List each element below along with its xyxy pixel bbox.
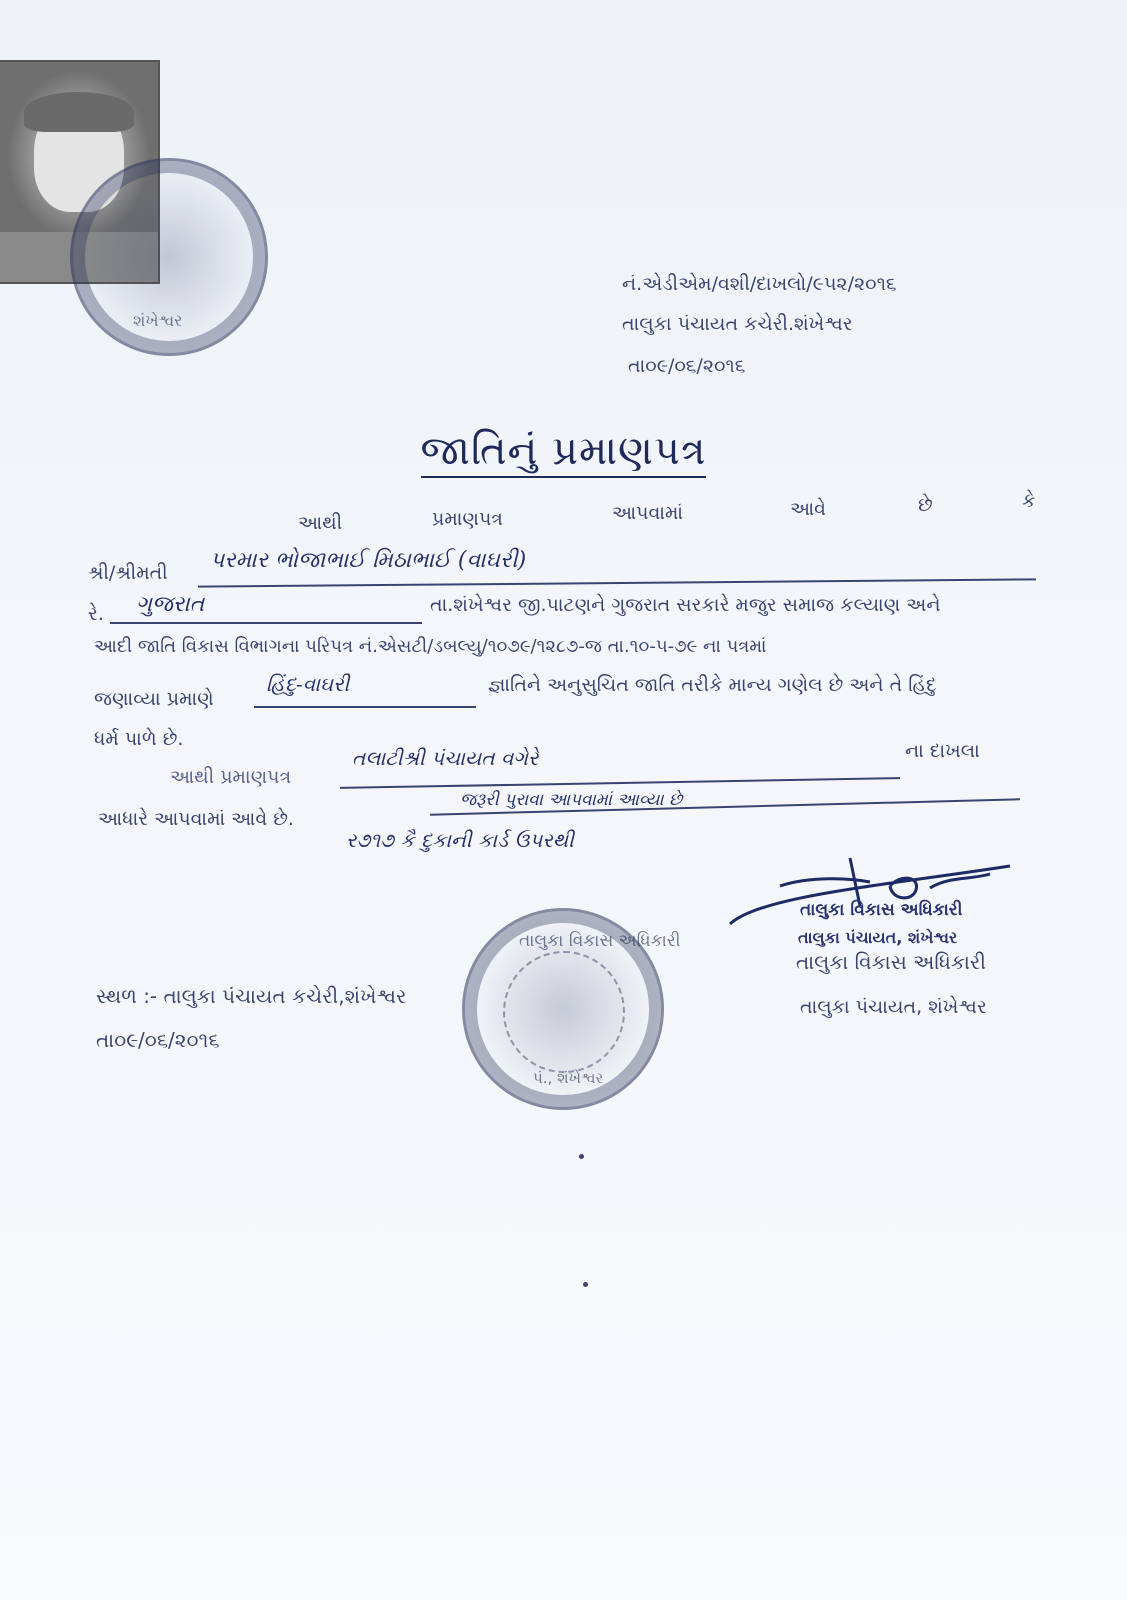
residence-value: ગુજરાત (136, 592, 205, 617)
caste-underline (254, 706, 476, 708)
source-value: તલાટીશ્રી પંચાયત વગેરે (352, 746, 539, 770)
body-line-4: જ્ઞાતિને અનુસુચિત જાતિ તરીકે માન્ય ગણેલ છે અને તે હિંદુ (488, 674, 937, 696)
caste-value: હિંદુ-વાઘરી (266, 672, 350, 696)
seal-text-bottom: પં., શંખેશ્વર (533, 1069, 604, 1087)
body-line-2: તા.શંખેશ્વર જી.પાટણને ગુજરાત સરકારે મજુર સમાજ કલ્યાણ અને (430, 594, 941, 616)
official-seal (462, 908, 681, 1110)
body-line-5: ધર્મ પાળે છે. (94, 728, 184, 750)
body-line-4-prefix: જણાવ્યા પ્રમાણે (94, 688, 214, 710)
intro-word: આપવામાં (612, 502, 684, 524)
intro-word: છે (918, 494, 933, 516)
officer-office: તાલુકા પંચાયત, શંખેશ્વર (800, 996, 987, 1018)
seal-text-top: તાલુકા વિકાસ અધિકારી (519, 931, 681, 951)
intro-word: પ્રમાણપત્ર (432, 508, 503, 530)
page-title: જાતિનું પ્રમાણપત્ર (0, 428, 1127, 474)
remarks-line-1: જરૂરી પુરાવા આપવામાં આવ્યા છે (460, 790, 683, 810)
seal-emblem (503, 951, 625, 1073)
source-underline (340, 777, 900, 789)
body-line-7-prefix: આધારે આપવામાં આવે છે. (98, 808, 294, 830)
issuing-office: તાલુકા પંચાયત કચેરી.શંખેશ્વર (622, 313, 853, 335)
body-line-3: આદી જાતિ વિકાસ વિભાગના પરિપત્ર નં.એસટી/ડબલ્યુ/૧૦૭૯/૧૨૮૭-જ તા.૧૦-૫-૭૯ ના પત્રમાં (94, 636, 767, 657)
ink-dot (583, 1282, 588, 1287)
applicant-name: પરમાર ભોજાભાઈ મિઠાભાઈ (વાઘરી) (210, 548, 527, 573)
officer-designation: તાલુકા વિકાસ અધિકારી (796, 950, 986, 974)
officer-signature (720, 846, 1030, 936)
body-line-6-prefix: આથી પ્રમાણપત્ર (170, 766, 292, 788)
residence-underline (110, 622, 422, 624)
reference-number: નં.એડીએમ/વશી/દાખલો/૯૫૨/૨૦૧૬ (622, 273, 897, 295)
ink-dot (579, 1154, 584, 1159)
name-prefix: શ્રી/શ્રીમતી (88, 562, 168, 584)
name-underline (198, 578, 1036, 587)
photo-stamp-text: શંખેશ્વર (133, 311, 183, 330)
body-line-6-suffix: ના દાખલા (905, 740, 980, 762)
signature-stamp-title: તાલુકા વિકાસ અધિકારી (800, 900, 963, 920)
hair-shape (24, 92, 134, 132)
photo-stamp (70, 158, 268, 356)
intro-word: આથી (298, 512, 343, 534)
header-date: તા૦૯/૦૬/૨૦૧૬ (628, 355, 746, 377)
signature-stamp-office: તાલુકા પંચાયત, શંખેશ્વર (798, 928, 958, 947)
footer-date: તા૦૯/૦૬/૨૦૧૬ (96, 1028, 220, 1052)
place-label: સ્થળ :- તાલુકા પંચાયત કચેરી,શંખેશ્વર (96, 984, 407, 1008)
intro-word: કે (1022, 490, 1036, 512)
remarks-line-2: ર૭૧૭ કૈ દુકાની કાર્ડ ઉપરથી (346, 828, 574, 852)
intro-word: આવે (790, 498, 827, 520)
residence-prefix: રે. (88, 603, 104, 625)
